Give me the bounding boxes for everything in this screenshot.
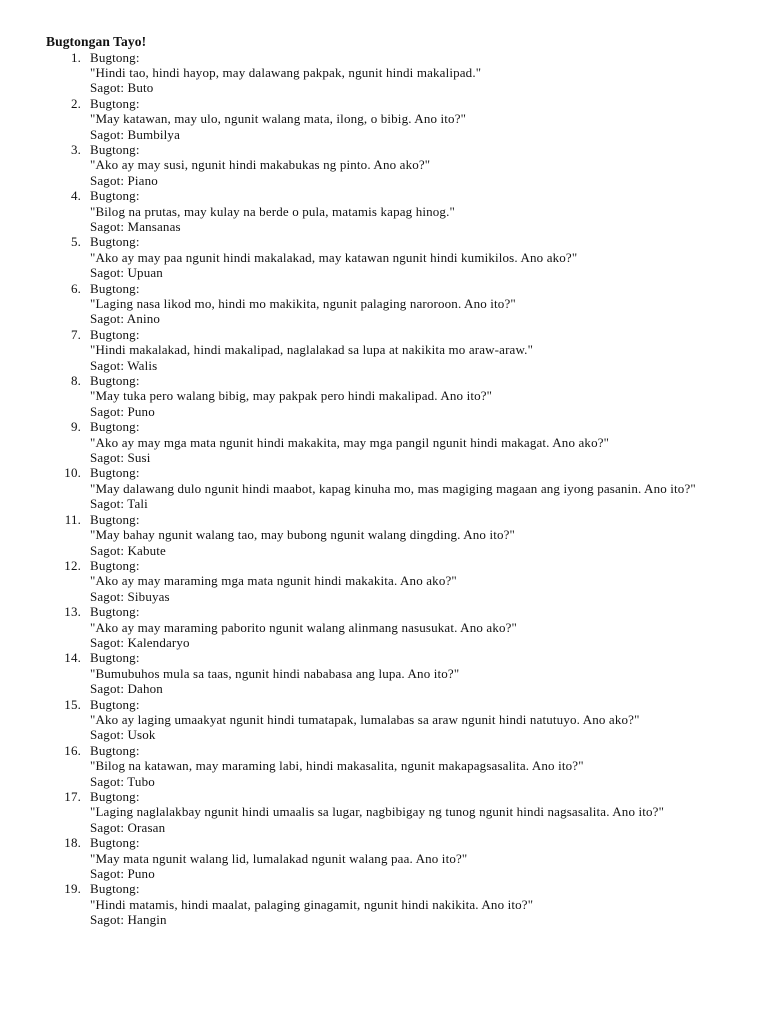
riddle-question: "May bahay ngunit walang tao, may bubong ngunit walang dingding. Ano ito?" [90, 527, 516, 543]
riddle-answer: Sagot: Tali [90, 496, 148, 512]
riddle-number: 10. [64, 465, 81, 481]
riddle-answer: Sagot: Sibuyas [90, 588, 170, 604]
riddle-item [0, 650, 768, 696]
riddle-heading: Bugtong: [90, 373, 140, 389]
riddle-question: "Hindi tao, hindi hayop, may dalawang pakpak, ngunit hindi makalipad." [90, 64, 482, 80]
riddle-item [0, 96, 768, 142]
riddle-item [0, 558, 768, 604]
riddle-number: 3. [70, 141, 81, 157]
riddle-number: 18. [64, 835, 81, 851]
riddle-item [0, 604, 768, 650]
riddle-answer: Sagot: Puno [90, 866, 155, 882]
riddle-heading: Bugtong: [90, 419, 140, 435]
riddle-answer: Sagot: Bumbilya [90, 126, 180, 142]
riddle-answer: Sagot: Puno [90, 403, 155, 419]
riddle-answer: Sagot: Anino [90, 311, 161, 327]
riddle-number: 9. [70, 419, 81, 435]
riddle-number: 12. [64, 557, 81, 573]
riddle-heading: Bugtong: [90, 881, 140, 897]
riddle-heading: Bugtong: [90, 95, 140, 111]
riddle-question: "May dalawang dulo ngunit hindi maabot, kapag kinuha mo, mas magiging magaan ang iyong pasanin. Ano ito?" [90, 480, 696, 496]
riddle-answer: Sagot: Kalendaryo [90, 634, 190, 650]
riddle-answer: Sagot: Buto [90, 80, 154, 96]
riddle-item [0, 419, 768, 465]
riddle-heading: Bugtong: [90, 141, 140, 157]
riddle-answer: Sagot: Kabute [90, 542, 166, 558]
riddle-number: 5. [70, 234, 81, 250]
riddle-heading: Bugtong: [90, 604, 140, 620]
riddle-answer: Sagot: Walis [90, 357, 158, 373]
riddle-number: 14. [64, 650, 81, 666]
riddle-answer: Sagot: Mansanas [90, 218, 181, 234]
riddle-item [0, 188, 768, 234]
riddle-number: 2. [70, 95, 81, 111]
riddle-number: 1. [70, 49, 81, 65]
riddle-question: "Ako ay may paa ngunit hindi makalakad, may katawan ngunit hindi kumikilos. Ano ako?" [90, 249, 578, 265]
riddle-question: "Bumubuhos mula sa taas, ngunit hindi nababasa ang lupa. Ano ito?" [90, 665, 460, 681]
riddle-heading: Bugtong: [90, 511, 140, 527]
riddle-question: "Laging naglalakbay ngunit hindi umaalis sa lugar, nagbibigay ng tunog ngunit hindi nagsasalita. Ano ito?" [90, 804, 665, 820]
riddle-number: 4. [70, 188, 81, 204]
riddle-question: "Hindi matamis, hindi maalat, palaging ginagamit, ngunit hindi nakikita. Ano ito?" [90, 896, 534, 912]
riddle-question: "Bilog na katawan, may maraming labi, hindi makasalita, ngunit makapagsasalita. Ano ito?" [90, 758, 584, 774]
riddle-item [0, 465, 768, 511]
riddle-answer: Sagot: Upuan [90, 265, 163, 281]
riddle-answer: Sagot: Hangin [90, 912, 167, 928]
riddle-answer: Sagot: Dahon [90, 681, 163, 697]
riddle-heading: Bugtong: [90, 696, 140, 712]
riddle-question: "May katawan, may ulo, ngunit walang mata, ilong, o bibig. Ano ito?" [90, 111, 467, 127]
riddle-question: "May mata ngunit walang lid, lumalakad ngunit walang paa. Ano ito?" [90, 850, 468, 866]
riddle-heading: Bugtong: [90, 789, 140, 804]
riddle-number: 19. [64, 881, 81, 897]
riddle-question: "May tuka pero walang bibig, may pakpak pero hindi makalipad. Ano ito?" [90, 388, 493, 404]
document-title: Bugtongan Tayo! [46, 34, 147, 49]
riddle-number: 15. [64, 696, 81, 712]
riddle-question: "Ako ay may maraming paborito ngunit walang alinmang nasusukat. Ano ako?" [90, 619, 518, 635]
riddle-item [0, 789, 768, 835]
riddle-item [0, 142, 768, 188]
riddle-question: "Laging nasa likod mo, hindi mo makikita, ngunit palaging naroroon. Ano ito?" [90, 296, 516, 311]
riddle-answer: Sagot: Susi [90, 450, 151, 466]
riddle-number: 7. [70, 326, 81, 342]
riddle-item [0, 743, 768, 789]
riddle-number: 17. [64, 789, 81, 804]
riddle-heading: Bugtong: [90, 49, 140, 65]
riddle-question: "Bilog na prutas, may kulay na berde o pula, matamis kapag hinog." [90, 203, 455, 219]
riddle-number: 8. [70, 373, 81, 389]
riddle-heading: Bugtong: [90, 742, 140, 758]
riddle-item [0, 373, 768, 419]
riddle-answer: Sagot: Usok [90, 727, 156, 743]
riddle-heading: Bugtong: [90, 280, 140, 296]
riddle-heading: Bugtong: [90, 234, 140, 250]
riddle-answer: Sagot: Orasan [90, 819, 166, 835]
riddle-number: 13. [64, 604, 81, 620]
riddle-number: 16. [64, 742, 81, 758]
riddle-item [0, 835, 768, 881]
riddle-heading: Bugtong: [90, 465, 140, 481]
riddle-item [0, 234, 768, 280]
riddle-number: 11. [64, 511, 81, 527]
riddle-item [0, 50, 768, 96]
riddle-item [0, 512, 768, 558]
riddle-question: "Ako ay may maraming mga mata ngunit hindi makakita. Ano ako?" [90, 573, 457, 589]
riddle-heading: Bugtong: [90, 557, 140, 573]
riddle-question: "Ako ay may mga mata ngunit hindi makakita, may mga pangil ngunit hindi makagat. Ano ako?" [90, 434, 610, 450]
riddle-item [0, 327, 768, 373]
riddle-heading: Bugtong: [90, 188, 140, 204]
riddle-list [0, 50, 768, 928]
riddle-heading: Bugtong: [90, 835, 140, 851]
riddle-question: "Ako ay may susi, ngunit hindi makabukas ng pinto. Ano ako?" [90, 157, 431, 173]
riddle-question: "Hindi makalakad, hindi makalipad, naglalakad sa lupa at nakikita mo araw-araw." [90, 342, 534, 358]
riddle-item [0, 281, 768, 327]
riddle-answer: Sagot: Tubo [90, 773, 155, 789]
riddle-item [0, 697, 768, 743]
riddle-question: "Ako ay laging umaakyat ngunit hindi tumatapak, lumalabas sa araw ngunit hindi natutuyo. Ano ako?" [90, 711, 640, 727]
riddle-heading: Bugtong: [90, 326, 140, 342]
riddle-answer: Sagot: Piano [90, 172, 158, 188]
riddle-heading: Bugtong: [90, 650, 140, 666]
riddle-number: 6. [70, 280, 81, 296]
riddle-item [0, 881, 768, 927]
